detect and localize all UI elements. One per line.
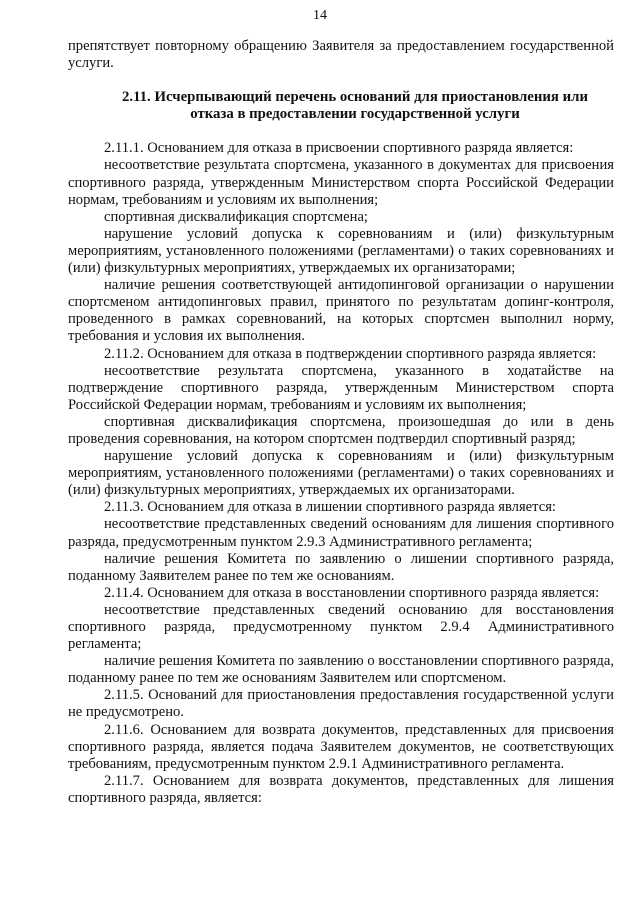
paragraph: 2.11.5. Оснований для приостановления предоставления государственной услуги не предусмотрено. [68,687,614,721]
paragraph: несоответствие представленных сведений основанию для восстановления спортивного разряда, предусмотренному пунктом 2.9.4 Административного регламента; [68,601,614,653]
paragraph: наличие решения Комитета по заявлению о лишении спортивного разряда, поданному Заявителем ранее по тем же основаниям. [68,550,614,584]
section-heading: 2.11. Исчерпывающий перечень оснований для приостановления или отказа в предоставлении государственной услуги [121,89,588,123]
paragraph: нарушение условий допуска к соревнованиям и (или) физкультурным мероприятиям, установленного положениями (регламентами) о таких соревнованиях и (или) физкультурных мероприятиях, утверждаемых их организаторами; [68,225,614,277]
paragraph: несоответствие результата спортсмена, указанного в ходатайстве на подтверждение спортивного разряда, утвержденным Министерством спорта Российской Федерации нормам, требованиям и условиям их выполнения; [68,362,614,413]
paragraph: 2.11.1. Основанием для отказа в присвоении спортивного разряда является: [104,140,574,157]
paragraph: 2.11.7. Основанием для возврата документов, представленных для лишения спортивного разряда, является: [68,772,614,806]
paragraph: спортивная дисквалификация спортсмена; [104,208,368,225]
paragraph: 2.11.6. Основанием для возврата документов, представленных для присвоения спортивного разряда, является подача Заявителем документов, не соответствующих требованиям, предусмотренным пунктом 2.9.1 Административного регламента. [68,721,614,772]
paragraph: 2.11.4. Основанием для отказа в восстановлении спортивного разряда является: [104,584,600,601]
paragraph: 2.11.3. Основанием для отказа в лишении спортивного разряда является: [104,499,556,516]
page-number: 14 [313,8,327,23]
paragraph: несоответствие представленных сведений основаниям для лишения спортивного разряда, предусмотренным пунктом 2.9.3 Административного регламента; [68,516,614,550]
paragraph: спортивная дисквалификация спортсмена, произошедшая до или в день проведения соревнования, на котором спортсмен подтвердил спортивный разряд; [68,413,614,447]
document-body [68,38,614,807]
paragraph: 2.11.2. Основанием для отказа в подтверждении спортивного разряда является: [104,345,597,362]
paragraph: нарушение условий допуска к соревнованиям и (или) физкультурным мероприятиям, установленного положениями (регламентами) о таких соревнованиях и (или) физкультурных мероприятиях, утверждаемых их организаторами. [68,448,614,499]
paragraph: препятствует повторному обращению Заявителя за предоставлением государственной услуги. [68,38,614,72]
paragraph: наличие решения Комитета по заявлению о восстановлении спортивного разряда, поданному ранее по тем же основаниям Заявителем или спортсменом. [68,653,614,687]
paragraph: наличие решения соответствующей антидопинговой организации о нарушении спортсменом антидопинговых правил, принятого по результатам допинг-контроля, проведенного в рамках соревнований, на которых спортсмен выполнил норму, требования и условия их выполнения. [68,277,614,345]
paragraph: несоответствие результата спортсмена, указанного в документах для присвоения спортивного разряда, утвержденным Министерством спорта Российской Федерации нормам, требованиям и условиям их выполнения; [68,157,614,208]
